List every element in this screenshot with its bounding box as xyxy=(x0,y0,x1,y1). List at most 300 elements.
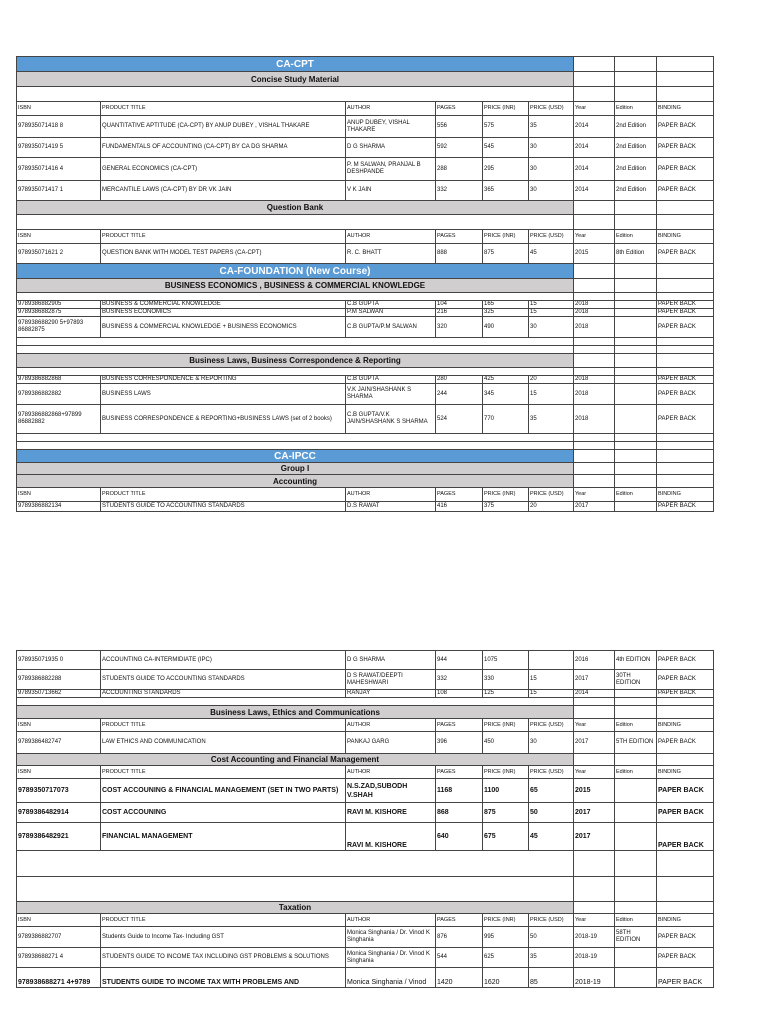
cell-edition xyxy=(615,823,657,851)
column-header-isbn: ISBN xyxy=(17,719,101,732)
column-header-pages: PAGES xyxy=(436,488,483,502)
column-header-edition: Edition xyxy=(615,488,657,502)
blank-cell xyxy=(574,877,615,902)
blank-cell xyxy=(615,279,657,293)
column-header-title: PRODUCT TITLE xyxy=(101,766,346,779)
column-header-isbn: ISBN xyxy=(17,914,101,927)
cell-price-inr: 490 xyxy=(483,317,529,338)
blank-cell xyxy=(657,293,714,301)
blank-cell xyxy=(615,368,657,376)
blank-cell xyxy=(574,279,615,293)
blank-cell xyxy=(17,338,574,346)
cell-title: STUDENTS GUIDE TO INCOME TAX WITH PROBLEMS AND xyxy=(101,968,346,988)
cell-edition: 30TH EDITION xyxy=(615,670,657,690)
subsection-header-row xyxy=(17,902,714,914)
cell-pages: 592 xyxy=(436,138,483,158)
cell-isbn: 978935071418 8 xyxy=(17,116,101,138)
cell-year: 2018 xyxy=(574,384,615,405)
cell-year: 2014 xyxy=(574,181,615,201)
product-row xyxy=(17,948,714,968)
column-header-price-inr: PRICE (INR) xyxy=(483,488,529,502)
blank-cell xyxy=(657,57,714,72)
blank-cell xyxy=(657,201,714,215)
cell-edition: 2nd Edition xyxy=(615,116,657,138)
cell-price-usd: 45 xyxy=(529,244,574,264)
blank-cell xyxy=(17,87,574,102)
cell-binding: PAPER BACK xyxy=(657,301,714,309)
cell-price-inr: 1075 xyxy=(483,651,529,670)
blank-cell xyxy=(615,72,657,87)
cell-pages: 416 xyxy=(436,502,483,512)
product-row xyxy=(17,384,714,405)
cell-price-usd: 15 xyxy=(529,384,574,405)
cell-price-inr: 365 xyxy=(483,181,529,201)
cell-year: 2016 xyxy=(574,651,615,670)
cell-author: C.B GUPTA xyxy=(346,301,436,309)
section-title: CA-CPT xyxy=(17,57,574,72)
column-header-author: AUTHOR xyxy=(346,914,436,927)
cell-binding: PAPER BACK xyxy=(657,116,714,138)
blank-cell xyxy=(574,57,615,72)
cell-title: BUSINESS CORRESPONDENCE & REPORTING+BUSINESS LAWS (set of 2 books) xyxy=(101,405,346,434)
column-header-pages: PAGES xyxy=(436,914,483,927)
column-header-author: AUTHOR xyxy=(346,766,436,779)
cell-year: 2014 xyxy=(574,138,615,158)
column-header-row xyxy=(17,766,714,779)
blank-cell xyxy=(657,877,714,902)
cell-price-usd: 35 xyxy=(529,405,574,434)
blank-cell xyxy=(615,851,657,877)
cell-year: 2018 xyxy=(574,317,615,338)
blank-cell xyxy=(615,902,657,914)
cell-binding: PAPER BACK xyxy=(657,138,714,158)
cell-price-inr: 295 xyxy=(483,158,529,181)
column-header-author: AUTHOR xyxy=(346,719,436,732)
cell-price-inr: 345 xyxy=(483,384,529,405)
blank-cell xyxy=(615,293,657,301)
blank-cell xyxy=(615,215,657,230)
column-header-isbn: ISBN xyxy=(17,230,101,244)
product-row xyxy=(17,317,714,338)
column-header-binding: BINDING xyxy=(657,914,714,927)
blank-cell xyxy=(615,346,657,354)
cell-price-usd: 50 xyxy=(529,927,574,948)
blank-cell xyxy=(615,57,657,72)
cell-edition xyxy=(615,968,657,988)
cell-pages: 108 xyxy=(436,690,483,698)
subsection-header-row xyxy=(17,706,714,719)
blank-cell xyxy=(574,201,615,215)
blank-row xyxy=(17,434,714,442)
cell-binding: PAPER BACK xyxy=(657,244,714,264)
cell-year: 2018-19 xyxy=(574,927,615,948)
cell-isbn: 978938688271 4+9789 xyxy=(17,968,101,988)
cell-pages: 556 xyxy=(436,116,483,138)
column-header-edition: Edition xyxy=(615,914,657,927)
blank-cell xyxy=(657,706,714,719)
cell-year: 2014 xyxy=(574,116,615,138)
column-header-price-usd: PRICE (USD) xyxy=(529,102,574,116)
cell-price-inr: 875 xyxy=(483,803,529,823)
column-header-price-inr: PRICE (INR) xyxy=(483,102,529,116)
cell-pages: 332 xyxy=(436,181,483,201)
cell-title: MERCANTILE LAWS (CA-CPT) BY DR VK JAIN xyxy=(101,181,346,201)
blank-cell xyxy=(574,706,615,719)
blank-cell xyxy=(17,368,574,376)
cell-price-usd: 30 xyxy=(529,181,574,201)
blank-cell xyxy=(657,475,714,488)
cell-author: D.S RAWAT xyxy=(346,502,436,512)
cell-isbn: 978935071621 2 xyxy=(17,244,101,264)
catalog-table-page-2 xyxy=(16,650,714,988)
cell-binding: PAPER BACK xyxy=(657,968,714,988)
cell-year: 2015 xyxy=(574,779,615,803)
cell-price-inr: 125 xyxy=(483,690,529,698)
blank-cell xyxy=(574,346,615,354)
blank-row xyxy=(17,215,714,230)
blank-cell xyxy=(574,354,615,368)
column-header-title: PRODUCT TITLE xyxy=(101,719,346,732)
cell-author: D G SHARMA xyxy=(346,138,436,158)
product-row xyxy=(17,502,714,512)
column-header-author: AUTHOR xyxy=(346,488,436,502)
section-header-row xyxy=(17,450,714,463)
product-row xyxy=(17,690,714,698)
cell-isbn: 978938688290 5+97893 86882875 xyxy=(17,317,101,338)
cell-isbn: 978935071417 1 xyxy=(17,181,101,201)
column-header-pages: PAGES xyxy=(436,102,483,116)
column-header-binding: BINDING xyxy=(657,766,714,779)
cell-title: FUNDAMENTALS OF ACCOUNTING (CA-CPT) BY CA DG SHARMA xyxy=(101,138,346,158)
cell-title: QUESTION BANK WITH MODEL TEST PAPERS (CA-CPT) xyxy=(101,244,346,264)
blank-cell xyxy=(657,434,714,442)
cell-isbn: 978935071419 5 xyxy=(17,138,101,158)
cell-edition: 8th Edition xyxy=(615,244,657,264)
cell-price-inr: 425 xyxy=(483,376,529,384)
cell-binding: PAPER BACK xyxy=(657,502,714,512)
column-header-row xyxy=(17,488,714,502)
column-header-row xyxy=(17,102,714,116)
product-row xyxy=(17,823,714,851)
blank-cell xyxy=(657,698,714,706)
cell-year: 2017 xyxy=(574,670,615,690)
column-header-isbn: ISBN xyxy=(17,102,101,116)
cell-author: RAVI M. KISHORE xyxy=(346,823,436,851)
column-header-price-usd: PRICE (USD) xyxy=(529,914,574,927)
cell-binding: PAPER BACK xyxy=(657,405,714,434)
product-row xyxy=(17,158,714,181)
blank-cell xyxy=(574,442,615,450)
cell-price-usd: 45 xyxy=(529,823,574,851)
blank-cell xyxy=(574,72,615,87)
blank-cell xyxy=(574,450,615,463)
cell-price-inr: 995 xyxy=(483,927,529,948)
cell-binding: PAPER BACK xyxy=(657,927,714,948)
column-header-price-usd: PRICE (USD) xyxy=(529,488,574,502)
cell-year: 2014 xyxy=(574,690,615,698)
cell-edition: 2nd Edition xyxy=(615,181,657,201)
cell-binding: PAPER BACK xyxy=(657,309,714,317)
cell-edition: 5TH EDITION xyxy=(615,732,657,754)
subsection-header-row xyxy=(17,475,714,488)
column-header-year: Year xyxy=(574,766,615,779)
cell-edition: 2nd Edition xyxy=(615,138,657,158)
cell-year: 2018 xyxy=(574,301,615,309)
cell-author: R. C. BHATT xyxy=(346,244,436,264)
column-header-price-usd: PRICE (USD) xyxy=(529,719,574,732)
cell-isbn: 9789350713662 xyxy=(17,690,101,698)
cell-year: 2015 xyxy=(574,244,615,264)
blank-cell xyxy=(574,434,615,442)
blank-cell xyxy=(574,754,615,766)
blank-cell xyxy=(657,264,714,279)
cell-binding: PAPER BACK xyxy=(657,823,714,851)
cell-author: C.B GUPTA/V.K JAIN/SHASHANK S SHARMA xyxy=(346,405,436,434)
column-header-year: Year xyxy=(574,488,615,502)
cell-author: RAVI M. KISHORE xyxy=(346,803,436,823)
column-header-price-inr: PRICE (INR) xyxy=(483,719,529,732)
cell-pages: 332 xyxy=(436,670,483,690)
column-header-row xyxy=(17,719,714,732)
cell-pages: 1168 xyxy=(436,779,483,803)
cell-binding: PAPER BACK xyxy=(657,384,714,405)
subsection-title: Business Laws, Ethics and Communications xyxy=(17,706,574,719)
cell-pages: 868 xyxy=(436,803,483,823)
cell-title: Students Guide to Income Tax- Including GST xyxy=(101,927,346,948)
cell-binding: PAPER BACK xyxy=(657,651,714,670)
subsection-header-row xyxy=(17,201,714,215)
cell-author: C.B GUPTA xyxy=(346,376,436,384)
product-row xyxy=(17,376,714,384)
cell-edition xyxy=(615,803,657,823)
blank-cell xyxy=(615,698,657,706)
column-header-row xyxy=(17,914,714,927)
blank-cell xyxy=(574,475,615,488)
cell-author: D G SHARMA xyxy=(346,651,436,670)
cell-isbn: 9789386882134 xyxy=(17,502,101,512)
cell-edition xyxy=(615,384,657,405)
cell-price-usd: 15 xyxy=(529,670,574,690)
cell-edition: 2nd Edition xyxy=(615,158,657,181)
cell-title: STUDENTS GUIDE TO ACCOUNTING STANDARDS xyxy=(101,670,346,690)
product-row xyxy=(17,732,714,754)
subsection-title: Accounting xyxy=(17,475,574,488)
cell-pages: 216 xyxy=(436,309,483,317)
product-row xyxy=(17,803,714,823)
blank-cell xyxy=(657,902,714,914)
blank-cell xyxy=(657,338,714,346)
blank-row xyxy=(17,698,714,706)
cell-price-usd: 15 xyxy=(529,690,574,698)
subsection-header-row xyxy=(17,463,714,475)
cell-price-usd: 20 xyxy=(529,502,574,512)
blank-cell xyxy=(17,698,574,706)
cell-price-usd: 30 xyxy=(529,732,574,754)
subsection-title: Taxation xyxy=(17,902,574,914)
product-row xyxy=(17,927,714,948)
cell-author: P.M SALWAN xyxy=(346,309,436,317)
cell-binding: PAPER BACK xyxy=(657,181,714,201)
column-header-binding: BINDING xyxy=(657,102,714,116)
blank-row xyxy=(17,87,714,102)
cell-edition xyxy=(615,405,657,434)
cell-price-usd: 15 xyxy=(529,309,574,317)
subsection-header-row xyxy=(17,754,714,766)
cell-isbn: 978935071935 0 xyxy=(17,651,101,670)
cell-price-inr: 1620 xyxy=(483,968,529,988)
blank-cell xyxy=(17,877,574,902)
column-header-isbn: ISBN xyxy=(17,488,101,502)
cell-title: COST ACCOUNING & FINANCIAL MANAGEMENT (SET IN TWO PARTS) xyxy=(101,779,346,803)
blank-cell xyxy=(574,368,615,376)
cell-isbn: 9789386882875 xyxy=(17,309,101,317)
cell-isbn: 9789386882707 xyxy=(17,927,101,948)
cell-title: BUSINESS ECONOMICS xyxy=(101,309,346,317)
cell-title: BUSINESS LAWS xyxy=(101,384,346,405)
subsection-header-row xyxy=(17,279,714,293)
product-row xyxy=(17,116,714,138)
column-header-edition: Edition xyxy=(615,766,657,779)
blank-cell xyxy=(574,851,615,877)
cell-author: Monica Singhania / Dr. Vinod K Singhania xyxy=(346,948,436,968)
blank-cell xyxy=(574,264,615,279)
cell-isbn: 9789386882288 xyxy=(17,670,101,690)
blank-cell xyxy=(615,434,657,442)
cell-year: 2014 xyxy=(574,158,615,181)
cell-price-inr: 770 xyxy=(483,405,529,434)
blank-cell xyxy=(657,450,714,463)
product-row xyxy=(17,138,714,158)
blank-cell xyxy=(615,354,657,368)
blank-cell xyxy=(657,851,714,877)
cell-title: BUSINESS CORRESPONDENCE & REPORTING xyxy=(101,376,346,384)
column-header-year: Year xyxy=(574,719,615,732)
cell-edition xyxy=(615,948,657,968)
blank-cell xyxy=(615,877,657,902)
cell-price-inr: 450 xyxy=(483,732,529,754)
cell-edition xyxy=(615,309,657,317)
cell-price-usd: 85 xyxy=(529,968,574,988)
cell-isbn: 978935071416 4 xyxy=(17,158,101,181)
cell-title: GENERAL ECONOMICS (CA-CPT) xyxy=(101,158,346,181)
cell-year: 2017 xyxy=(574,502,615,512)
cell-price-inr: 875 xyxy=(483,244,529,264)
cell-price-inr: 375 xyxy=(483,502,529,512)
blank-cell xyxy=(17,215,574,230)
cell-pages: 640 xyxy=(436,823,483,851)
product-row xyxy=(17,309,714,317)
cell-price-usd: 15 xyxy=(529,301,574,309)
cell-author: ANUP DUBEY, VISHAL THAKARE xyxy=(346,116,436,138)
product-row xyxy=(17,670,714,690)
cell-isbn: 978938688271 4 xyxy=(17,948,101,968)
cell-price-usd: 50 xyxy=(529,803,574,823)
column-header-edition: Edition xyxy=(615,102,657,116)
cell-isbn: 9789386482921 xyxy=(17,823,101,851)
blank-cell xyxy=(615,706,657,719)
blank-cell xyxy=(657,442,714,450)
cell-author: Monica Singhania / Dr. Vinod K Singhania xyxy=(346,927,436,948)
blank-cell xyxy=(615,87,657,102)
cell-edition xyxy=(615,779,657,803)
cell-pages: 104 xyxy=(436,301,483,309)
cell-edition: 4th EDITION xyxy=(615,651,657,670)
subsection-title: Group I xyxy=(17,463,574,475)
cell-title: BUSINESS & COMMERCIAL KNOWLEDGE xyxy=(101,301,346,309)
column-header-pages: PAGES xyxy=(436,766,483,779)
cell-edition xyxy=(615,376,657,384)
cell-isbn: 9789386882905 xyxy=(17,301,101,309)
cell-isbn: 9789386882882 xyxy=(17,384,101,405)
cell-author: RANJAY xyxy=(346,690,436,698)
blank-row xyxy=(17,338,714,346)
product-row xyxy=(17,405,714,434)
cell-title: FINANCIAL MANAGEMENT xyxy=(101,823,346,851)
cell-pages: 524 xyxy=(436,405,483,434)
blank-cell xyxy=(657,354,714,368)
cell-title: ACCOUNTING STANDARDS xyxy=(101,690,346,698)
cell-year: 2018-19 xyxy=(574,968,615,988)
cell-price-inr: 545 xyxy=(483,138,529,158)
column-header-edition: Edition xyxy=(615,719,657,732)
cell-price-usd xyxy=(529,651,574,670)
cell-price-inr: 575 xyxy=(483,116,529,138)
cell-author: PANKAJ GARG xyxy=(346,732,436,754)
catalog-table-page-1 xyxy=(16,56,714,512)
cell-price-inr: 675 xyxy=(483,823,529,851)
cell-author: P. M SALWAN, PRANJAL B DESHPANDE xyxy=(346,158,436,181)
cell-isbn: 9789386482747 xyxy=(17,732,101,754)
column-header-author: AUTHOR xyxy=(346,230,436,244)
product-row xyxy=(17,779,714,803)
cell-edition: 58TH EDITION xyxy=(615,927,657,948)
subsection-header-row xyxy=(17,72,714,87)
blank-cell xyxy=(657,279,714,293)
cell-binding: PAPER BACK xyxy=(657,948,714,968)
cell-price-inr: 625 xyxy=(483,948,529,968)
blank-row xyxy=(17,877,714,902)
blank-cell xyxy=(615,754,657,766)
cell-pages: 876 xyxy=(436,927,483,948)
cell-binding: PAPER BACK xyxy=(657,803,714,823)
blank-cell xyxy=(657,87,714,102)
cell-edition xyxy=(615,690,657,698)
cell-author: V K JAIN xyxy=(346,181,436,201)
cell-title: ACCOUNTING CA-INTERMIDIATE (IPC) xyxy=(101,651,346,670)
column-header-edition: Edition xyxy=(615,230,657,244)
column-header-year: Year xyxy=(574,102,615,116)
blank-cell xyxy=(574,338,615,346)
cell-author: Monica Singhania / Vinod xyxy=(346,968,436,988)
cell-price-usd: 30 xyxy=(529,158,574,181)
blank-cell xyxy=(615,264,657,279)
cell-price-usd: 35 xyxy=(529,116,574,138)
cell-pages: 396 xyxy=(436,732,483,754)
column-header-price-usd: PRICE (USD) xyxy=(529,766,574,779)
cell-price-usd: 30 xyxy=(529,138,574,158)
cell-year: 2017 xyxy=(574,823,615,851)
cell-binding: PAPER BACK xyxy=(657,158,714,181)
blank-cell xyxy=(17,346,574,354)
cell-isbn: 9789350717073 xyxy=(17,779,101,803)
cell-binding: PAPER BACK xyxy=(657,690,714,698)
blank-row xyxy=(17,851,714,877)
column-header-binding: BINDING xyxy=(657,488,714,502)
cell-isbn: 9789386882868 xyxy=(17,376,101,384)
cell-title: COST ACCOUNING xyxy=(101,803,346,823)
cell-edition xyxy=(615,317,657,338)
blank-cell xyxy=(574,902,615,914)
